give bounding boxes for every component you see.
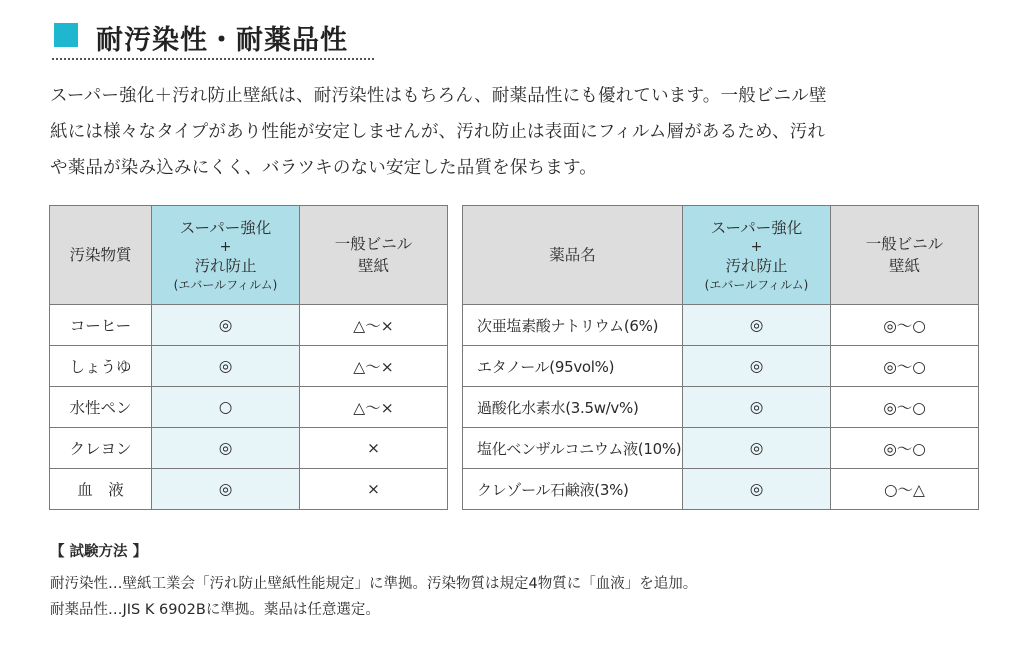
chem-name: クレゾール石鹸液(3%) <box>463 469 683 510</box>
chem-super-rating: ◎ <box>683 469 831 510</box>
chem-name: 塩化ベンザルコニウム液(10%) <box>463 428 683 469</box>
stain-super-rating: ◎ <box>152 428 300 469</box>
stain-super-rating: ○ <box>152 387 300 428</box>
stain-name: 水性ペン <box>50 387 152 428</box>
chem-vinyl-rating: ◎～○ <box>831 346 979 387</box>
table-row <box>463 305 979 346</box>
header-super-plus: + <box>219 239 232 255</box>
chemical-resistance-table <box>462 205 979 510</box>
table-row <box>463 469 979 510</box>
stain-name: しょうゆ <box>50 346 152 387</box>
test-method-line: 耐薬品性…JIS K 6902Bに準拠。薬品は任意選定。 <box>50 602 380 618</box>
stain-vinyl-rating: × <box>300 469 448 510</box>
intro-line: 紙には様々なタイプがあり性能が安定しませんが、汚れ防止は表面にフィルム層があるため、汚れ <box>50 122 826 142</box>
header-vinyl-wallpaper <box>300 206 448 305</box>
header-super-wallpaper <box>683 206 831 305</box>
chem-vinyl-rating: ○～△ <box>831 469 979 510</box>
stain-name: コーヒー <box>50 305 152 346</box>
test-method-heading: 【 試験方法 】 <box>50 544 148 560</box>
header-super-line2: 汚れ防止 <box>725 257 788 275</box>
chem-name: エタノール(95vol%) <box>463 346 683 387</box>
table-row <box>463 428 979 469</box>
stain-vinyl-rating: △～× <box>300 346 448 387</box>
stain-vinyl-rating: × <box>300 428 448 469</box>
stain-super-rating: ◎ <box>152 346 300 387</box>
chem-name: 次亜塩素酸ナトリウム(6%) <box>463 305 683 346</box>
chem-name: 過酸化水素水(3.5w/v%) <box>463 387 683 428</box>
test-method <box>50 540 697 623</box>
chem-super-rating: ◎ <box>683 428 831 469</box>
table-row <box>463 387 979 428</box>
chem-vinyl-rating: ◎～○ <box>831 305 979 346</box>
chem-vinyl-rating: ◎～○ <box>831 387 979 428</box>
table-header-row <box>50 206 448 305</box>
header-super-line1: スーパー強化 <box>710 219 803 237</box>
header-super-plus: + <box>750 239 763 255</box>
header-super-sub: (エバールフィルム) <box>704 278 809 292</box>
header-vinyl-line2: 壁紙 <box>888 257 920 275</box>
page-title: 耐汚染性・耐薬品性 <box>96 25 348 56</box>
chem-super-rating: ◎ <box>683 387 831 428</box>
title-dotted-rule <box>52 58 374 60</box>
header-vinyl-wallpaper <box>831 206 979 305</box>
chem-super-rating: ◎ <box>683 305 831 346</box>
header-super-line2: 汚れ防止 <box>194 257 257 275</box>
header-super-sub: (エバールフィルム) <box>173 278 278 292</box>
header-super-line1: スーパー強化 <box>179 219 272 237</box>
chem-vinyl-rating: ◎～○ <box>831 428 979 469</box>
stain-name: 血 液 <box>50 469 152 510</box>
header-vinyl-line1: 一般ビニル <box>334 235 413 253</box>
table-row <box>50 346 448 387</box>
table-row <box>50 428 448 469</box>
intro-line: スーパー強化＋汚れ防止壁紙は、耐汚染性はもちろん、耐薬品性にも優れています。一般ビニル壁 <box>50 86 827 106</box>
chem-super-rating: ◎ <box>683 346 831 387</box>
test-method-line: 耐汚染性…壁紙工業会「汚れ防止壁紙性能規定」に準拠。汚染物質は規定4物質に「血液」を追加。 <box>50 576 698 592</box>
table-row <box>50 469 448 510</box>
chem-header-name: 薬品名 <box>463 206 683 305</box>
table-header-row <box>463 206 979 305</box>
stain-super-rating: ◎ <box>152 305 300 346</box>
stain-vinyl-rating: △～× <box>300 387 448 428</box>
stain-super-rating: ◎ <box>152 469 300 510</box>
stain-header-substance: 汚染物質 <box>50 206 152 305</box>
table-row <box>50 387 448 428</box>
intro-line: や薬品が染み込みにくく、バラツキのない安定した品質を保ちます。 <box>50 158 597 178</box>
table-row <box>50 305 448 346</box>
table-row <box>463 346 979 387</box>
title-square-icon <box>54 23 78 47</box>
stain-resistance-table <box>49 205 448 510</box>
header-vinyl-line1: 一般ビニル <box>865 235 944 253</box>
header-super-wallpaper <box>152 206 300 305</box>
stain-vinyl-rating: △～× <box>300 305 448 346</box>
intro-paragraph <box>50 78 982 186</box>
stain-name: クレヨン <box>50 428 152 469</box>
header-vinyl-line2: 壁紙 <box>357 257 389 275</box>
